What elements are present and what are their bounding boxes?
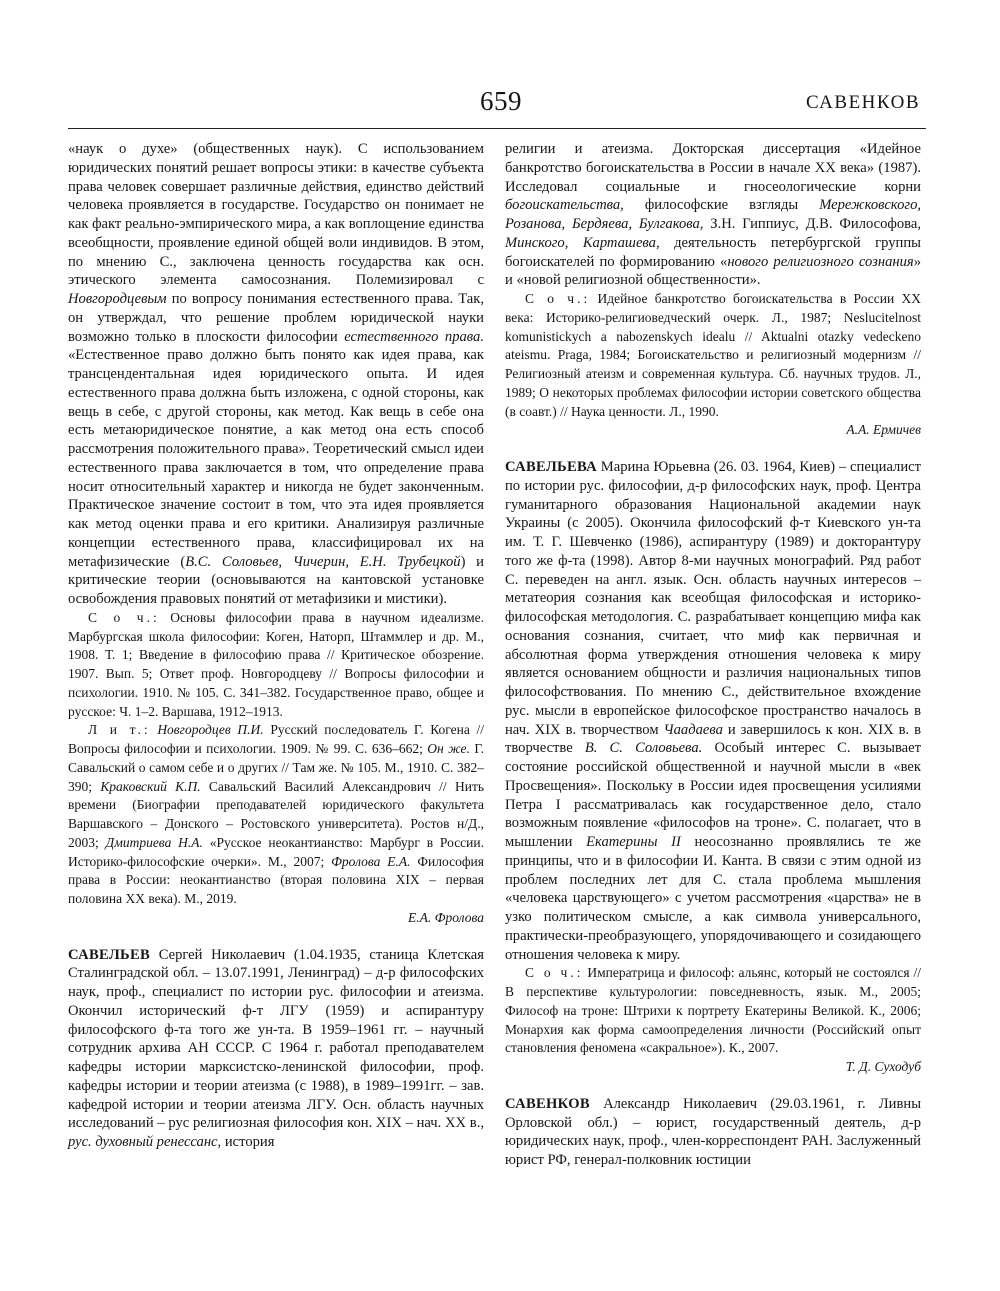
entry-continuation-paragraph: религии и атеизма. Докторская диссертация «Идейное банкротство богоискательства в России в начале XX века» (1987). Исследовал социальные и гносеологические корни богоискательства, философские взгляды Мережковского, Розанова, Бердяева, Булгакова, З.Н. Гиппиус, Д.В. Философова, Минского, Карташева, деятельность петербургской группы богоискателей по формированию «нового религиозного сознания» и «новой религиозной общественности».: [505, 141, 922, 289]
right-column: [505, 140, 921, 1170]
entry-continuation-paragraph: «наук о духе» (общественных наук). С использованием юридических понятий решает вопросы этики: в качестве субъекта права человек совершает различные действия, единство действий человека проявляется в государстве. Государство он понимает не как факт реально-эмпирического мира, а как воплощение единства всеобщности, проявление единой общей воли индивидов. В этом, по мнению С., заключена ценность государства как осн. этического элемента самосознания. Полемизировал с Новгородцевым по вопросу понимания естественного права. Так, он утверждал, что решение проблем юридической науки возможно только в плоскости философии естественного права. «Естественное право должно быть понято как идея права, как трансцендентальная идея юридического опыта. И идея естественного права должна быть изложена, с одной стороны, как вещь в себе, с другой стороны, как метод. Как вещь в себе она есть метаюридическое понятие, а как метод она есть способ рассмотрения положительного права». Теоретический смысл идеи естественного права заключается в том, что определение права носит относительный характер и никогда не будет законченным. Практическое значение состоит в том, что эта идея проявляется как метод оценки права и его критики. Анализируя различные концепции естественного права, классифицировал их на метафизические (В.С. Соловьев, Чичерин, Е.Н. Трубецкой) и критические теории (основываются на кантовской установке освобождения правовых понятий от метафизики и мистики).: [68, 141, 484, 607]
works-list: С о ч.: Идейное банкротство богоискательства в России XX века: Историко-религиоведческий очерк. Л., 1987; Neslucitelnost komunistickych a nabozenskych idealu // Aktualni otazky vedeckeno ateismu. Praga, 1984; Богоискательство и религиозный модернизм // Религиозный атеизм и современная культура. Сб. научных трудов. Л., 1989; О некоторых проблемах философии истории советского общества (в соавт.) // Наука ценности. Л., 1990.: [505, 291, 921, 419]
running-head: САВЕНКОВ: [805, 92, 920, 113]
works-list: С о ч.: Императрица и философ: альянс, который не состоялся // В перспективе культурологии: повседневность, язык. М., 2005; Философ на троне: Штрихи к портрету Екатерины Великой. К., 2006; Монархия как форма самоопределения личности (Российский опыт становления феномена «сакральное»). К., 2007.: [505, 965, 921, 1056]
author-signature: Т. Д. Суходуб: [845, 1059, 921, 1074]
left-column: [68, 140, 484, 1152]
entry-savelyev: САВЕЛЬЕВ Сергей Николаевич (1.04.1935, станица Клетская Сталинградской обл. – 13.07.1991, Ленинград) – д-р философских наук, проф., специалист по истории рус. философии и атеизма. Окончил исторический ф-т ЛГУ (1959) и аспирантуру философского ф-та того же ун-та. В 1959–1961 гг. – научный сотрудник архива АН СССР. С 1964 г. работал преподавателем кафедры истории марксистско-ленинской философии, проф. кафедры истории и теории атеизма (с 1988), в 1989–1991гг. – зав. кафедрой истории и теории атеизма ЛГУ. Осн. область научных исследований – рус религиозная философия кон. XIX – нач. XX в., рус. духовный ренессанс, история: [68, 946, 484, 1150]
entry-headword: САВЕЛЬЕВА: [505, 459, 597, 475]
literature-list: Л и т.: Новгородцев П.И. Русский последователь Г. Когена // Вопросы философии и психологии. 1909. № 99. С. 636–662; Он же. Г. Савальский о самом себе и о других // Там же. № 105. М., 1910. С. 382–390; Краковский К.П. Савальский Василий Александрович // Нить времени (Биографии преподавателей юридического факультета Варшавского – Донского – Ростовского университета). Ростов н/Д., 2003; Дмитриева Н.А. «Русское неокантианство: Марбург в России. Историко-философские очерки». М., 2007; Фролова Е.А. Философия права в России: неокантианство (вторая половина XIX – первая половина XX века). М., 2019.: [68, 722, 485, 906]
entry-savelyeva: САВЕЛЬЕВА Марина Юрьевна (26. 03. 1964, Киев) – специалист по истории рус. философии, д-р философских наук, проф. Центра гуманитарного образования Национальной академии наук Украины (с 2005). Окончила философский ф-т Киевского ун-та им. Т. Г. Шевченко (1986), аспирантуру (1989) и докторантуру того же ф-та (1998). Автор 8-ми научных монографий. Ряд работ С. переведен на англ. язык. Осн. область научных интересов – метатеория сознания как всеобщая философская и историко-философская методология. С. разрабатывает концепцию мифа как основания сознания, считает, что миф как первичная и абсолютная форма утверждения отношения человека к миру является основанием общности и различия национальных типов философствования. По мнению С., действительное вхождение рус. мысли в европейское философское пространство началось в нач. XIX в. творчеством Чаадаева и завершилось к кон. XIX в. в творчестве В. С. Соловьева. Особый интерес С. вызывает состояние российской общественной и научной мысли в «век Просвещения». Поскольку в России идея просвещения усилиями Петра I рассматривалась как государственное дело, стало возможным появление «философов на троне». С. полагает, что в мышлении Екатерины II неосознанно проявлялись те же принципы, что и в философии И. Канта. В связи с этим одной из проблем последних лет для С. стала проблема мышления «человека царствующего» с учетом рассмотрения «царства» не в узко политическом смысле, а как символа универсального, практически-преобразующего, упорядочивающего и созидающего отношения человека к миру.: [505, 459, 922, 963]
header-rule: [68, 128, 926, 129]
entry-headword: САВЕНКОВ: [505, 1095, 590, 1112]
page-number: 659: [480, 86, 522, 116]
entry-headword: САВЕЛЬЕВ: [68, 946, 151, 963]
works-list: С о ч.: Основы философии права в научном идеализме. Марбургская школа философии: Коген, Наторп, Штаммлер и др. М., 1908. Т. 1; Введение в философию права // Критическое обозрение. 1907. Вып. 5; Ответ проф. Новгородцеву // Вопросы философии и психологии. 1910. № 105. С. 341–382. Государственное право, общее и русское: Ч. 1–2. Варшава, 1912–1913.: [68, 609, 484, 719]
author-signature: А.А. Ермичев: [846, 422, 921, 438]
author-signature: Е.А. Фролова: [408, 909, 484, 925]
entry-savenkov: САВЕНКОВ Александр Николаевич (29.03.1961, г. Ливны Орловской обл.) – юрист, государственный деятель, д-р юридических наук, проф., член-корреспондент РАН. Заслуженный юрист РФ, генерал-полковник юстиции: [505, 1095, 921, 1168]
